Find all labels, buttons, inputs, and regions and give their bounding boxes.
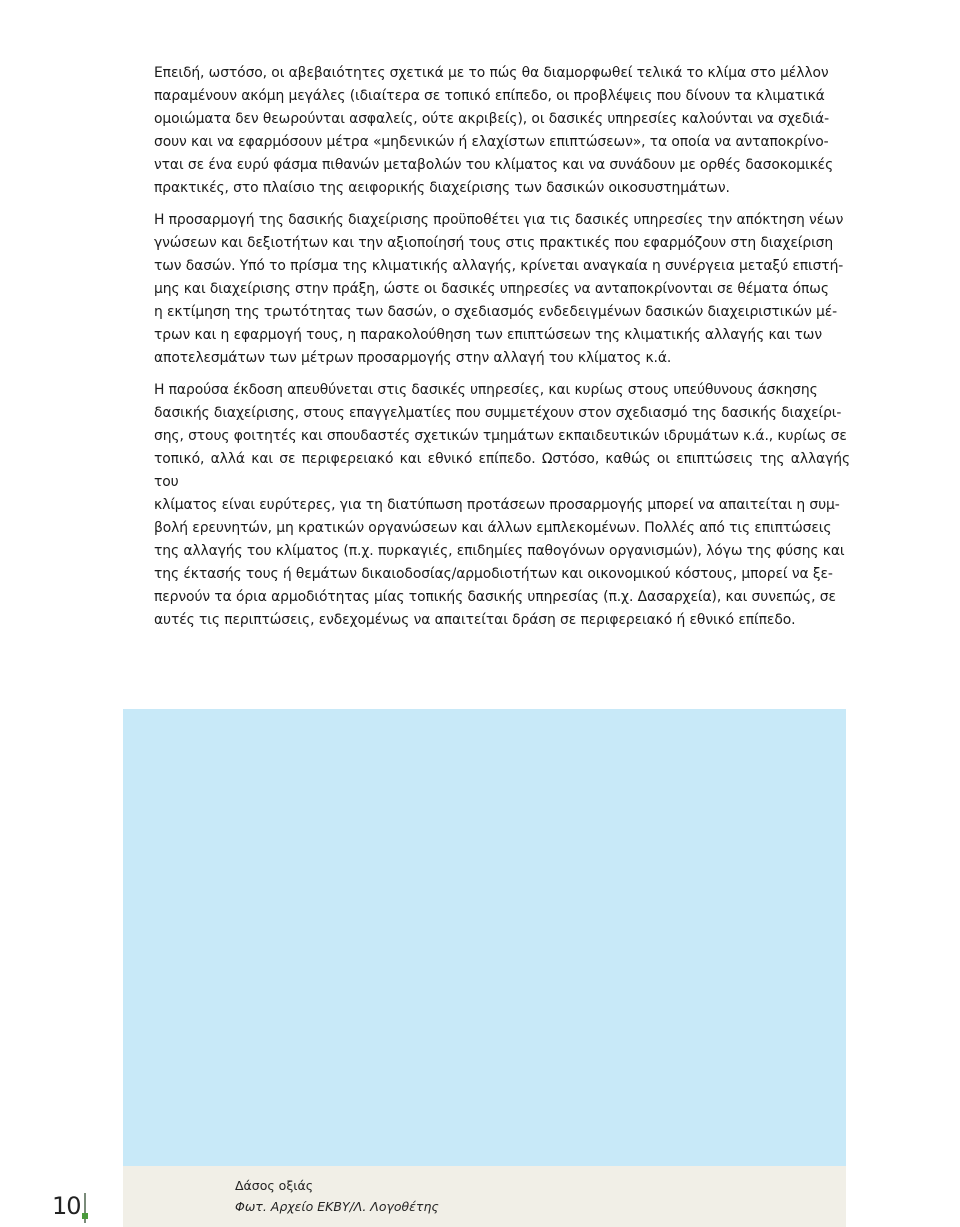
caption-band — [123, 1166, 846, 1227]
page-number: 10 — [52, 1192, 81, 1220]
paragraph-2: Η προσαρμογή της δασικής διαχείρισης προϋποθέτει για τις δασικές υπηρεσίες την απόκτηση νέων γνώσεων και δεξιοτήτων και την αξιοποίησή τους στις πρακτικές που εφαρμόζουν στη διαχείριση των δασών. Υπό το πρίσμα της κλιματικής αλλαγής, κρίνεται αναγκαία η συνέργεια μεταξύ επιστή- μης και διαχείρισης στην πράξη, ώστε οι δασικές υπηρεσίες να ανταποκρίνονται σε θέματα όπως η εκτίμηση της τρωτότητας των δασών, ο σχεδιασμός ενδεδειγμένων δασικών διαχειριστικών μέ- τρων και η εφαρμογή τους, η παρακολούθηση των επιπτώσεων της κλιματικής αλλαγής και των αποτελεσμάτων των μέτρων προσαρμογής στην αλλαγή του κλίματος κ.ά. — [154, 212, 844, 366]
body-text — [154, 62, 850, 641]
caption-title: Δάσος οξιάς — [235, 1178, 314, 1193]
page-number-dot — [82, 1213, 88, 1219]
caption-credit: Φωτ. Αρχείο ΕΚΒΥ/Λ. Λογοθέτης — [235, 1199, 439, 1214]
paragraph-3: Η παρούσα έκδοση απευθύνεται στις δασικές υπηρεσίες, και κυρίως στους υπεύθυνους άσκησης δασικής διαχείρισης, στους επαγγελματίες που συμμετέχουν στον σχεδιασμό της δασικής διαχείρι- σης, στους φοιτητές και σπουδαστές σχετικών τμημάτων εκπαιδευτικών ιδρυμάτων κ.ά., κυρίως σε τοπικό, αλλά και σε περιφερειακό και εθνικό επίπεδο. Ωστόσο, καθώς οι επιπτώσεις της αλλαγής του κλίματος είναι ευρύτερες, για τη διατύπωση προτάσεων προσαρμογής μπορεί να απαιτείται η συμ- βολή ερευνητών, μη κρατικών οργανώσεων και άλλων εμπλεκομένων. Πολλές από τις επιπτώσεις της αλλαγής του κλίματος (π.χ. πυρκαγιές, επιδημίες παθογόνων οργανισμών), λόγω της φύσης και της έκτασής τους ή θεμάτων δικαιοδοσίας/αρμοδιοτήτων και οικονομικού κόστους, μπορεί να ξε- περνούν τα όρια αρμοδιότητας μίας τοπικής δασικής υπηρεσίας (π.χ. Δασαρχεία), και συνεπώς, σε αυτές τις περιπτώσεις, ενδεχομένως να απαιτείται δράση σε περιφερειακό ή εθνικό επίπεδο. — [154, 382, 850, 628]
paragraph-1: Επειδή, ωστόσο, οι αβεβαιότητες σχετικά με το πώς θα διαμορφωθεί τελικά το κλίμα στο μέλλον παραμένουν ακόμη μεγάλες (ιδιαίτερα σε τοπικό επίπεδο, οι προβλέψεις που δίνουν τα κλιματικά ομοιώματα δεν θεωρούνται ασφαλείς, ούτε ακριβείς), οι δασικές υπηρεσίες καλούνται να σχεδιά- σουν και να εφαρμόσουν μέτρα «μηδενικών ή ελαχίστων επιπτώσεων», τα οποία να ανταποκρίνο- νται σε ένα ευρύ φάσμα πιθανών μεταβολών του κλίματος και να συνάδουν με ορθές δασοκομικές πρακτικές, στο πλαίσιο της αειφορικής διαχείρισης των δασικών οικοσυστημάτων. — [154, 65, 834, 196]
figure-caption — [235, 1175, 439, 1217]
photo-placeholder — [123, 709, 846, 1166]
